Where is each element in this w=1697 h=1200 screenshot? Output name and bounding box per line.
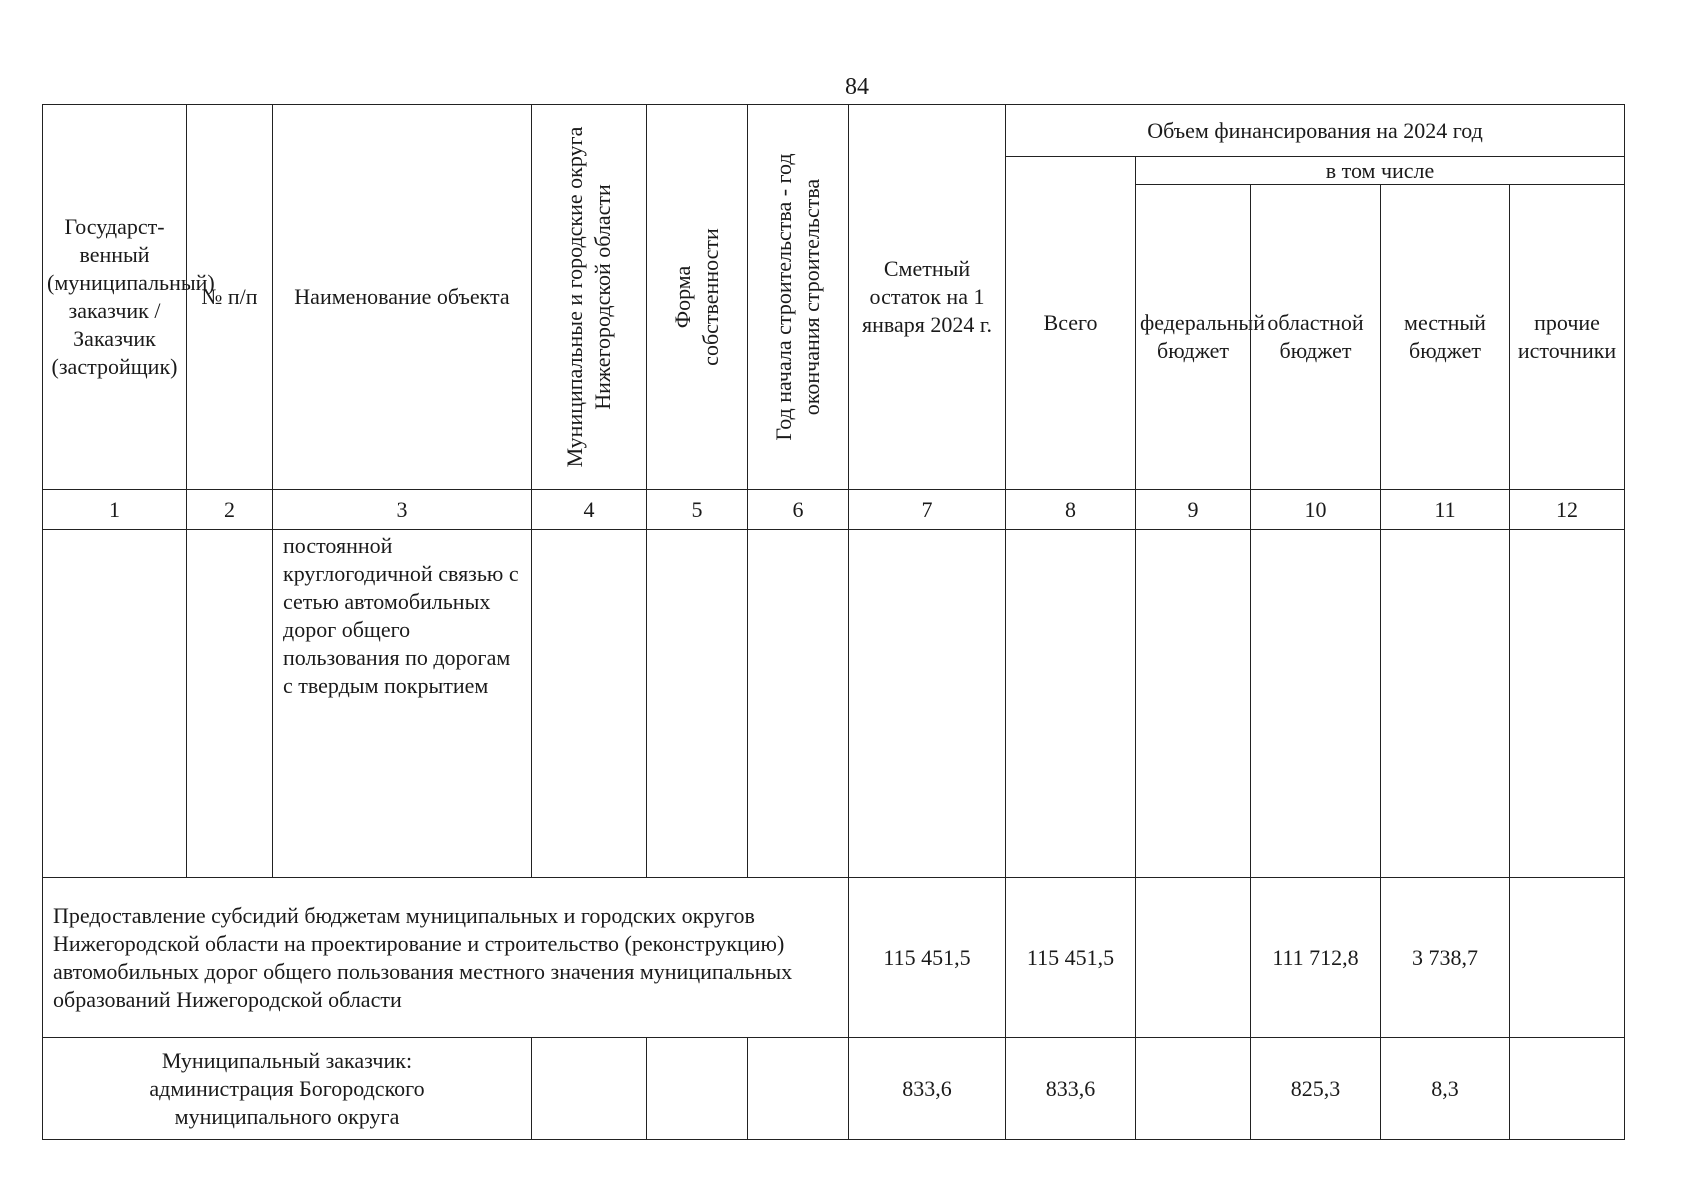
column-number: 5 xyxy=(647,490,748,530)
header-estimate: Сметный остаток на 1 января 2024 г. xyxy=(849,105,1006,490)
table-row xyxy=(43,878,1625,1038)
cell-empty xyxy=(532,1038,647,1140)
customer-regional: 825,3 xyxy=(1251,1038,1381,1140)
column-number: 3 xyxy=(273,490,532,530)
column-number: 4 xyxy=(532,490,647,530)
column-number: 1 xyxy=(43,490,187,530)
cell-empty xyxy=(1381,530,1510,878)
customer-total: 833,6 xyxy=(1006,1038,1136,1140)
header-ownership xyxy=(647,105,748,490)
cell-empty xyxy=(1006,530,1136,878)
header-local: местный бюджет xyxy=(1381,185,1510,490)
subsidy-estimate: 115 451,5 xyxy=(849,878,1006,1038)
header-years-text: Год начала строительства - год окончания строительства xyxy=(771,153,824,441)
header-other: прочие источники xyxy=(1510,185,1625,490)
customer-federal xyxy=(1136,1038,1251,1140)
header-including: в том числе xyxy=(1136,157,1625,185)
header-funding: Объем финансирования на 2024 год xyxy=(1006,105,1625,157)
cell-empty xyxy=(1510,530,1625,878)
column-number: 7 xyxy=(849,490,1006,530)
cell-empty xyxy=(647,1038,748,1140)
subsidy-other xyxy=(1510,878,1625,1038)
cell-empty xyxy=(647,530,748,878)
column-number: 11 xyxy=(1381,490,1510,530)
customer-name: Муниципальный заказчик: администрация Богородского муниципального округа xyxy=(43,1038,532,1140)
customer-local: 8,3 xyxy=(1381,1038,1510,1140)
subsidy-local: 3 738,7 xyxy=(1381,878,1510,1038)
cell-empty xyxy=(532,530,647,878)
header-total: Всего xyxy=(1006,157,1136,490)
page-number: 84 xyxy=(845,74,869,100)
financing-table xyxy=(42,104,1625,1140)
column-number: 6 xyxy=(748,490,849,530)
cell-empty xyxy=(1251,530,1381,878)
header-districts xyxy=(532,105,647,490)
cell-empty xyxy=(748,1038,849,1140)
table-row xyxy=(43,530,1625,878)
header-ownership-text: Форма собственности xyxy=(670,228,723,366)
header-customer: Государст-венный (муниципальный) заказчик / Заказчик (застройщик) xyxy=(43,105,187,490)
column-number: 8 xyxy=(1006,490,1136,530)
header-object-name: Наименование объекта xyxy=(273,105,532,490)
table-row xyxy=(43,1038,1625,1140)
cell-empty xyxy=(748,530,849,878)
cell-empty xyxy=(187,530,273,878)
column-number: 2 xyxy=(187,490,273,530)
subsidy-federal xyxy=(1136,878,1251,1038)
header-federal: федеральный бюджет xyxy=(1136,185,1251,490)
cell-empty xyxy=(43,530,187,878)
customer-other xyxy=(1510,1038,1625,1140)
column-number: 12 xyxy=(1510,490,1625,530)
cell-empty xyxy=(1136,530,1251,878)
subsidy-regional: 111 712,8 xyxy=(1251,878,1381,1038)
header-years xyxy=(748,105,849,490)
column-numbers-row xyxy=(43,490,1625,530)
subsidy-description: Предоставление субсидий бюджетам муниципальных и городских округов Нижегородской области на проектирование и строительство (реконструкцию) автомобильных дорог общего пользования местного значения муниципальных образований Нижегородской области xyxy=(43,878,849,1038)
object-name-continuation: постоянной круглогодичной связью с сетью автомобильных дорог общего пользования по дорогам с твердым покрытием xyxy=(273,530,532,878)
header-number: № п/п xyxy=(187,105,273,490)
header-regional: областной бюджет xyxy=(1251,185,1381,490)
cell-empty xyxy=(849,530,1006,878)
subsidy-total: 115 451,5 xyxy=(1006,878,1136,1038)
customer-estimate: 833,6 xyxy=(849,1038,1006,1140)
column-number: 9 xyxy=(1136,490,1251,530)
column-number: 10 xyxy=(1251,490,1381,530)
header-districts-text: Муниципальные и городские округа Нижегородской области xyxy=(562,126,615,468)
